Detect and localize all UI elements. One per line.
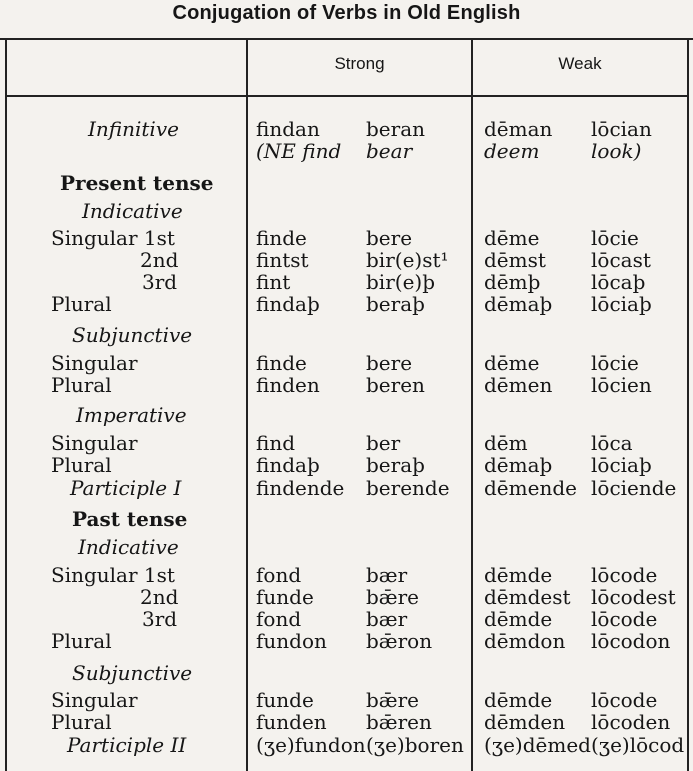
form-cell-pres-ind-pl-1: beraþ	[366, 292, 425, 316]
form-cell-past-ind-sg3-0: fond	[256, 607, 302, 631]
form-cell-imp-sg-2: dēm	[484, 431, 528, 455]
form-cell-gloss-0: (NE find	[256, 139, 342, 163]
form-cell-past-ind-pl-3: lōcodon	[591, 629, 671, 653]
row-label-past-ind-sg3: 3rd	[142, 607, 178, 631]
form-cell-pres-ind-pl-0: findaþ	[256, 292, 320, 316]
form-cell-participle-1-0: findende	[256, 476, 345, 500]
row-label-present-tense: Present tense	[60, 171, 214, 195]
row-label-past-subj-pl: Plural	[51, 710, 112, 734]
row-label-past-indicative: Indicative	[78, 535, 179, 559]
row-label-imperative: Imperative	[76, 403, 187, 427]
form-cell-past-ind-pl-1: bǣron	[366, 629, 433, 653]
row-label-pres-ind-pl: Plural	[51, 292, 112, 316]
form-cell-past-subj-sg-3: lōcode	[591, 688, 658, 712]
form-cell-participle-1-1: berende	[366, 476, 450, 500]
form-cell-pres-subj-sg-2: dēme	[484, 351, 540, 375]
form-cell-past-ind-pl-2: dēmdon	[484, 629, 566, 653]
header-weak: Weak	[558, 54, 602, 73]
form-cell-gloss-2: deem	[484, 139, 540, 163]
form-cell-past-ind-sg1-0: fond	[256, 563, 302, 587]
table-right-border	[687, 38, 689, 771]
row-label-participle-1: Participle I	[70, 476, 182, 500]
form-cell-past-subj-sg-1: bǣre	[366, 688, 419, 712]
form-cell-participle-2-2: (ʒe)dēmed	[484, 733, 591, 757]
form-cell-past-subj-pl-3: lōcoden	[591, 710, 671, 734]
form-cell-pres-ind-sg3-2: dēmþ	[484, 270, 541, 294]
form-cell-past-ind-sg2-3: lōcodest	[591, 585, 676, 609]
form-cell-past-subj-pl-0: funden	[256, 710, 327, 734]
row-label-past-subjunctive: Subjunctive	[72, 661, 193, 685]
form-cell-pres-ind-sg3-3: lōcaþ	[591, 270, 646, 294]
form-cell-past-subj-pl-1: bǣren	[366, 710, 432, 734]
form-cell-gloss-1: bear	[366, 139, 413, 163]
form-cell-pres-subj-sg-3: lōcie	[591, 351, 639, 375]
form-cell-past-ind-sg3-3: lōcode	[591, 607, 658, 631]
row-label-past-ind-pl: Plural	[51, 629, 112, 653]
form-cell-pres-ind-pl-3: lōciaþ	[591, 292, 652, 316]
form-cell-pres-subj-pl-0: finden	[256, 373, 320, 397]
form-cell-imp-sg-3: lōca	[591, 431, 633, 455]
form-cell-past-ind-pl-0: fundon	[256, 629, 327, 653]
form-cell-participle-2-0: (ʒe)fundon	[256, 733, 366, 757]
row-label-imp-sg: Singular	[51, 431, 138, 455]
form-cell-imp-pl-1: beraþ	[366, 453, 425, 477]
form-cell-pres-ind-sg1-2: dēme	[484, 226, 540, 250]
form-cell-past-ind-sg3-1: bær	[366, 607, 408, 631]
row-label-imp-pl: Plural	[51, 453, 112, 477]
form-cell-past-ind-sg3-2: dēmde	[484, 607, 553, 631]
form-cell-pres-ind-sg2-0: fintst	[256, 248, 309, 272]
form-cell-past-ind-sg2-2: dēmdest	[484, 585, 571, 609]
row-label-pres-indicative: Indicative	[82, 199, 183, 223]
form-cell-past-ind-sg1-3: lōcode	[591, 563, 658, 587]
form-cell-past-subj-sg-2: dēmde	[484, 688, 553, 712]
row-label-past-subj-sg: Singular	[51, 688, 138, 712]
form-cell-imp-pl-2: dēmaþ	[484, 453, 553, 477]
form-cell-pres-ind-sg1-0: finde	[256, 226, 307, 250]
form-cell-pres-subj-sg-0: finde	[256, 351, 307, 375]
form-cell-imp-pl-3: lōciaþ	[591, 453, 652, 477]
form-cell-past-ind-sg2-0: funde	[256, 585, 314, 609]
form-cell-pres-ind-sg1-1: bere	[366, 226, 413, 250]
form-cell-pres-ind-sg1-3: lōcie	[591, 226, 639, 250]
row-label-pres-ind-sg2: 2nd	[140, 248, 179, 272]
form-cell-pres-subj-pl-1: beren	[366, 373, 425, 397]
form-cell-past-subj-pl-2: dēmden	[484, 710, 566, 734]
row-label-pres-subj-pl: Plural	[51, 373, 112, 397]
form-cell-infinitive-1: beran	[366, 117, 426, 141]
row-label-pres-subj-sg: Singular	[51, 351, 138, 375]
page-title: Conjugation of Verbs in Old English	[172, 2, 521, 24]
form-cell-infinitive-2: dēman	[484, 117, 553, 141]
form-cell-past-ind-sg1-1: bær	[366, 563, 408, 587]
form-cell-pres-ind-sg3-1: bir(e)þ	[366, 270, 436, 294]
form-cell-participle-1-3: lōciende	[591, 476, 677, 500]
row-label-past-ind-sg1: Singular 1st	[51, 563, 175, 587]
form-cell-infinitive-0: findan	[256, 117, 320, 141]
form-cell-imp-pl-0: findaþ	[256, 453, 320, 477]
form-cell-pres-subj-pl-2: dēmen	[484, 373, 553, 397]
row-label-past-tense: Past tense	[72, 507, 188, 531]
form-cell-participle-2-3: (ʒe)lōcod	[591, 733, 685, 757]
form-cell-pres-subj-pl-3: lōcien	[591, 373, 652, 397]
row-label-pres-ind-sg3: 3rd	[142, 270, 178, 294]
form-cell-infinitive-3: lōcian	[591, 117, 652, 141]
row-label-pres-ind-sg1: Singular 1st	[51, 226, 175, 250]
form-cell-pres-ind-sg2-1: bir(e)st¹	[366, 248, 449, 272]
row-label-participle-2: Participle II	[67, 733, 187, 757]
form-cell-pres-ind-pl-2: dēmaþ	[484, 292, 553, 316]
form-cell-participle-1-2: dēmende	[484, 476, 577, 500]
header-bottom-rule	[5, 95, 689, 97]
form-cell-participle-2-1: (ʒe)boren	[366, 733, 464, 757]
row-label-infinitive: Infinitive	[88, 117, 179, 141]
header-strong: Strong	[334, 54, 385, 73]
form-cell-imp-sg-0: find	[256, 431, 296, 455]
form-cell-past-subj-sg-0: funde	[256, 688, 314, 712]
form-cell-past-ind-sg1-2: dēmde	[484, 563, 553, 587]
column-divider-weak	[471, 38, 473, 771]
row-label-pres-subjunctive: Subjunctive	[72, 323, 193, 347]
form-cell-pres-ind-sg3-0: fint	[256, 270, 291, 294]
form-cell-gloss-3: look)	[591, 139, 642, 163]
table-left-border	[5, 38, 7, 771]
form-cell-past-ind-sg2-1: bǣre	[366, 585, 419, 609]
form-cell-pres-ind-sg2-3: lōcast	[591, 248, 651, 272]
row-label-past-ind-sg2: 2nd	[140, 585, 179, 609]
form-cell-pres-ind-sg2-2: dēmst	[484, 248, 546, 272]
form-cell-pres-subj-sg-1: bere	[366, 351, 413, 375]
form-cell-imp-sg-1: ber	[366, 431, 401, 455]
column-divider-strong	[246, 38, 248, 771]
table-top-rule	[0, 38, 693, 40]
